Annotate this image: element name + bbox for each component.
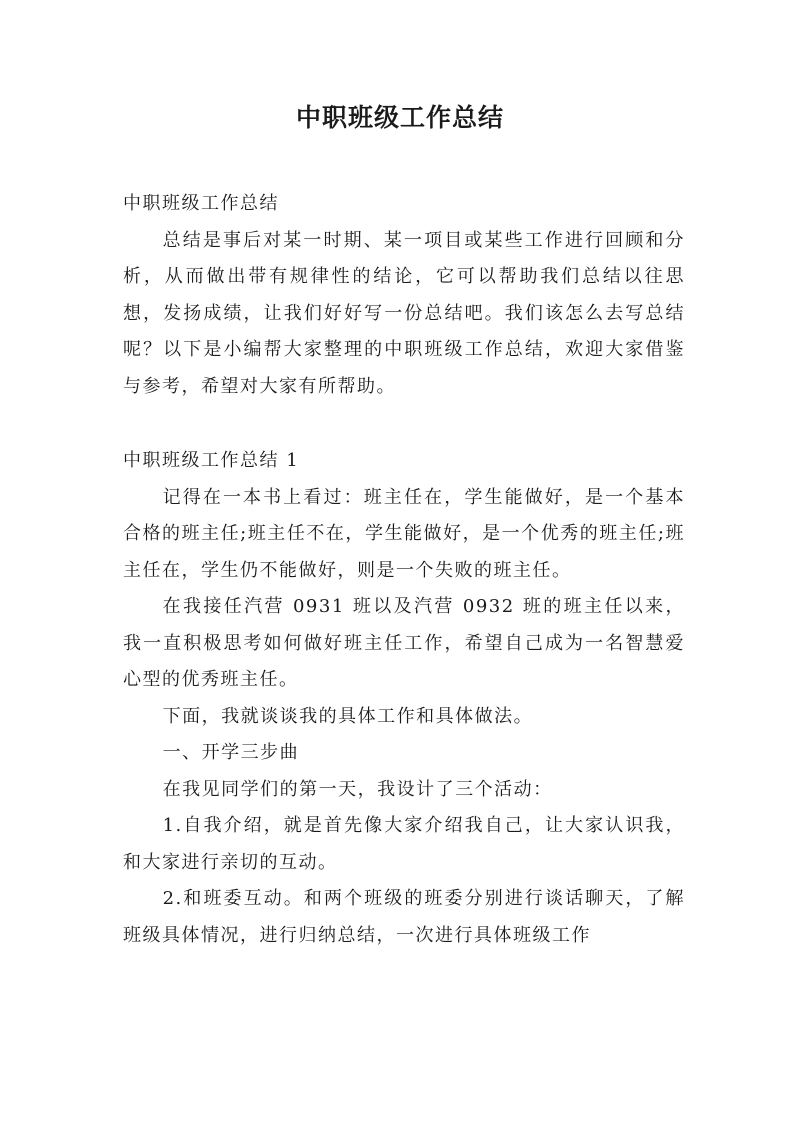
body-paragraph: 在我接任汽营 0931 班以及汽营 0932 班的班主任以来，我一直积极思考如何做好班主任工作，希望自己成为一名智慧爱心型的优秀班主任。 <box>123 596 685 690</box>
intro-paragraph: 总结是事后对某一时期、某一项目或某些工作进行回顾和分析，从而做出带有规律性的结论，它可以帮助我们总结以往思想，发扬成绩，让我们好好写一份总结吧。我们该怎么去写总结呢？以下是小编帮大家整理的中职班级工作总结，欢迎大家借鉴与参考，希望对大家有所帮助。 <box>123 229 685 397</box>
section-heading: 中职班级工作总结 1 <box>123 450 300 471</box>
document-body <box>123 186 685 954</box>
body-paragraph: 记得在一本书上看过：班主任在，学生能做好，是一个基本合格的班主任;班主任不在，学生能做好，是一个优秀的班主任;班主任在，学生仍不能做好，则是一个失败的班主任。 <box>123 486 685 581</box>
subsection-heading: 一、开学三步曲 <box>162 742 300 763</box>
body-paragraph: 下面，我就谈谈我的具体工作和具体做法。 <box>162 705 534 727</box>
list-item: 2.和班委互动。和两个班级的班委分别进行谈话聊天，了解班级具体情况，进行归纳总结，一次进行具体班级工作 <box>123 888 685 946</box>
body-paragraph: 在我见同学们的第一天，我设计了三个活动： <box>162 778 553 800</box>
intro-heading: 中职班级工作总结 <box>123 193 279 214</box>
list-item: 1.自我介绍，就是首先像大家介绍我自己，让大家认识我，和大家进行亲切的互动。 <box>123 815 685 873</box>
document-title: 中职班级工作总结 <box>295 103 504 132</box>
section-spacer <box>123 405 685 443</box>
